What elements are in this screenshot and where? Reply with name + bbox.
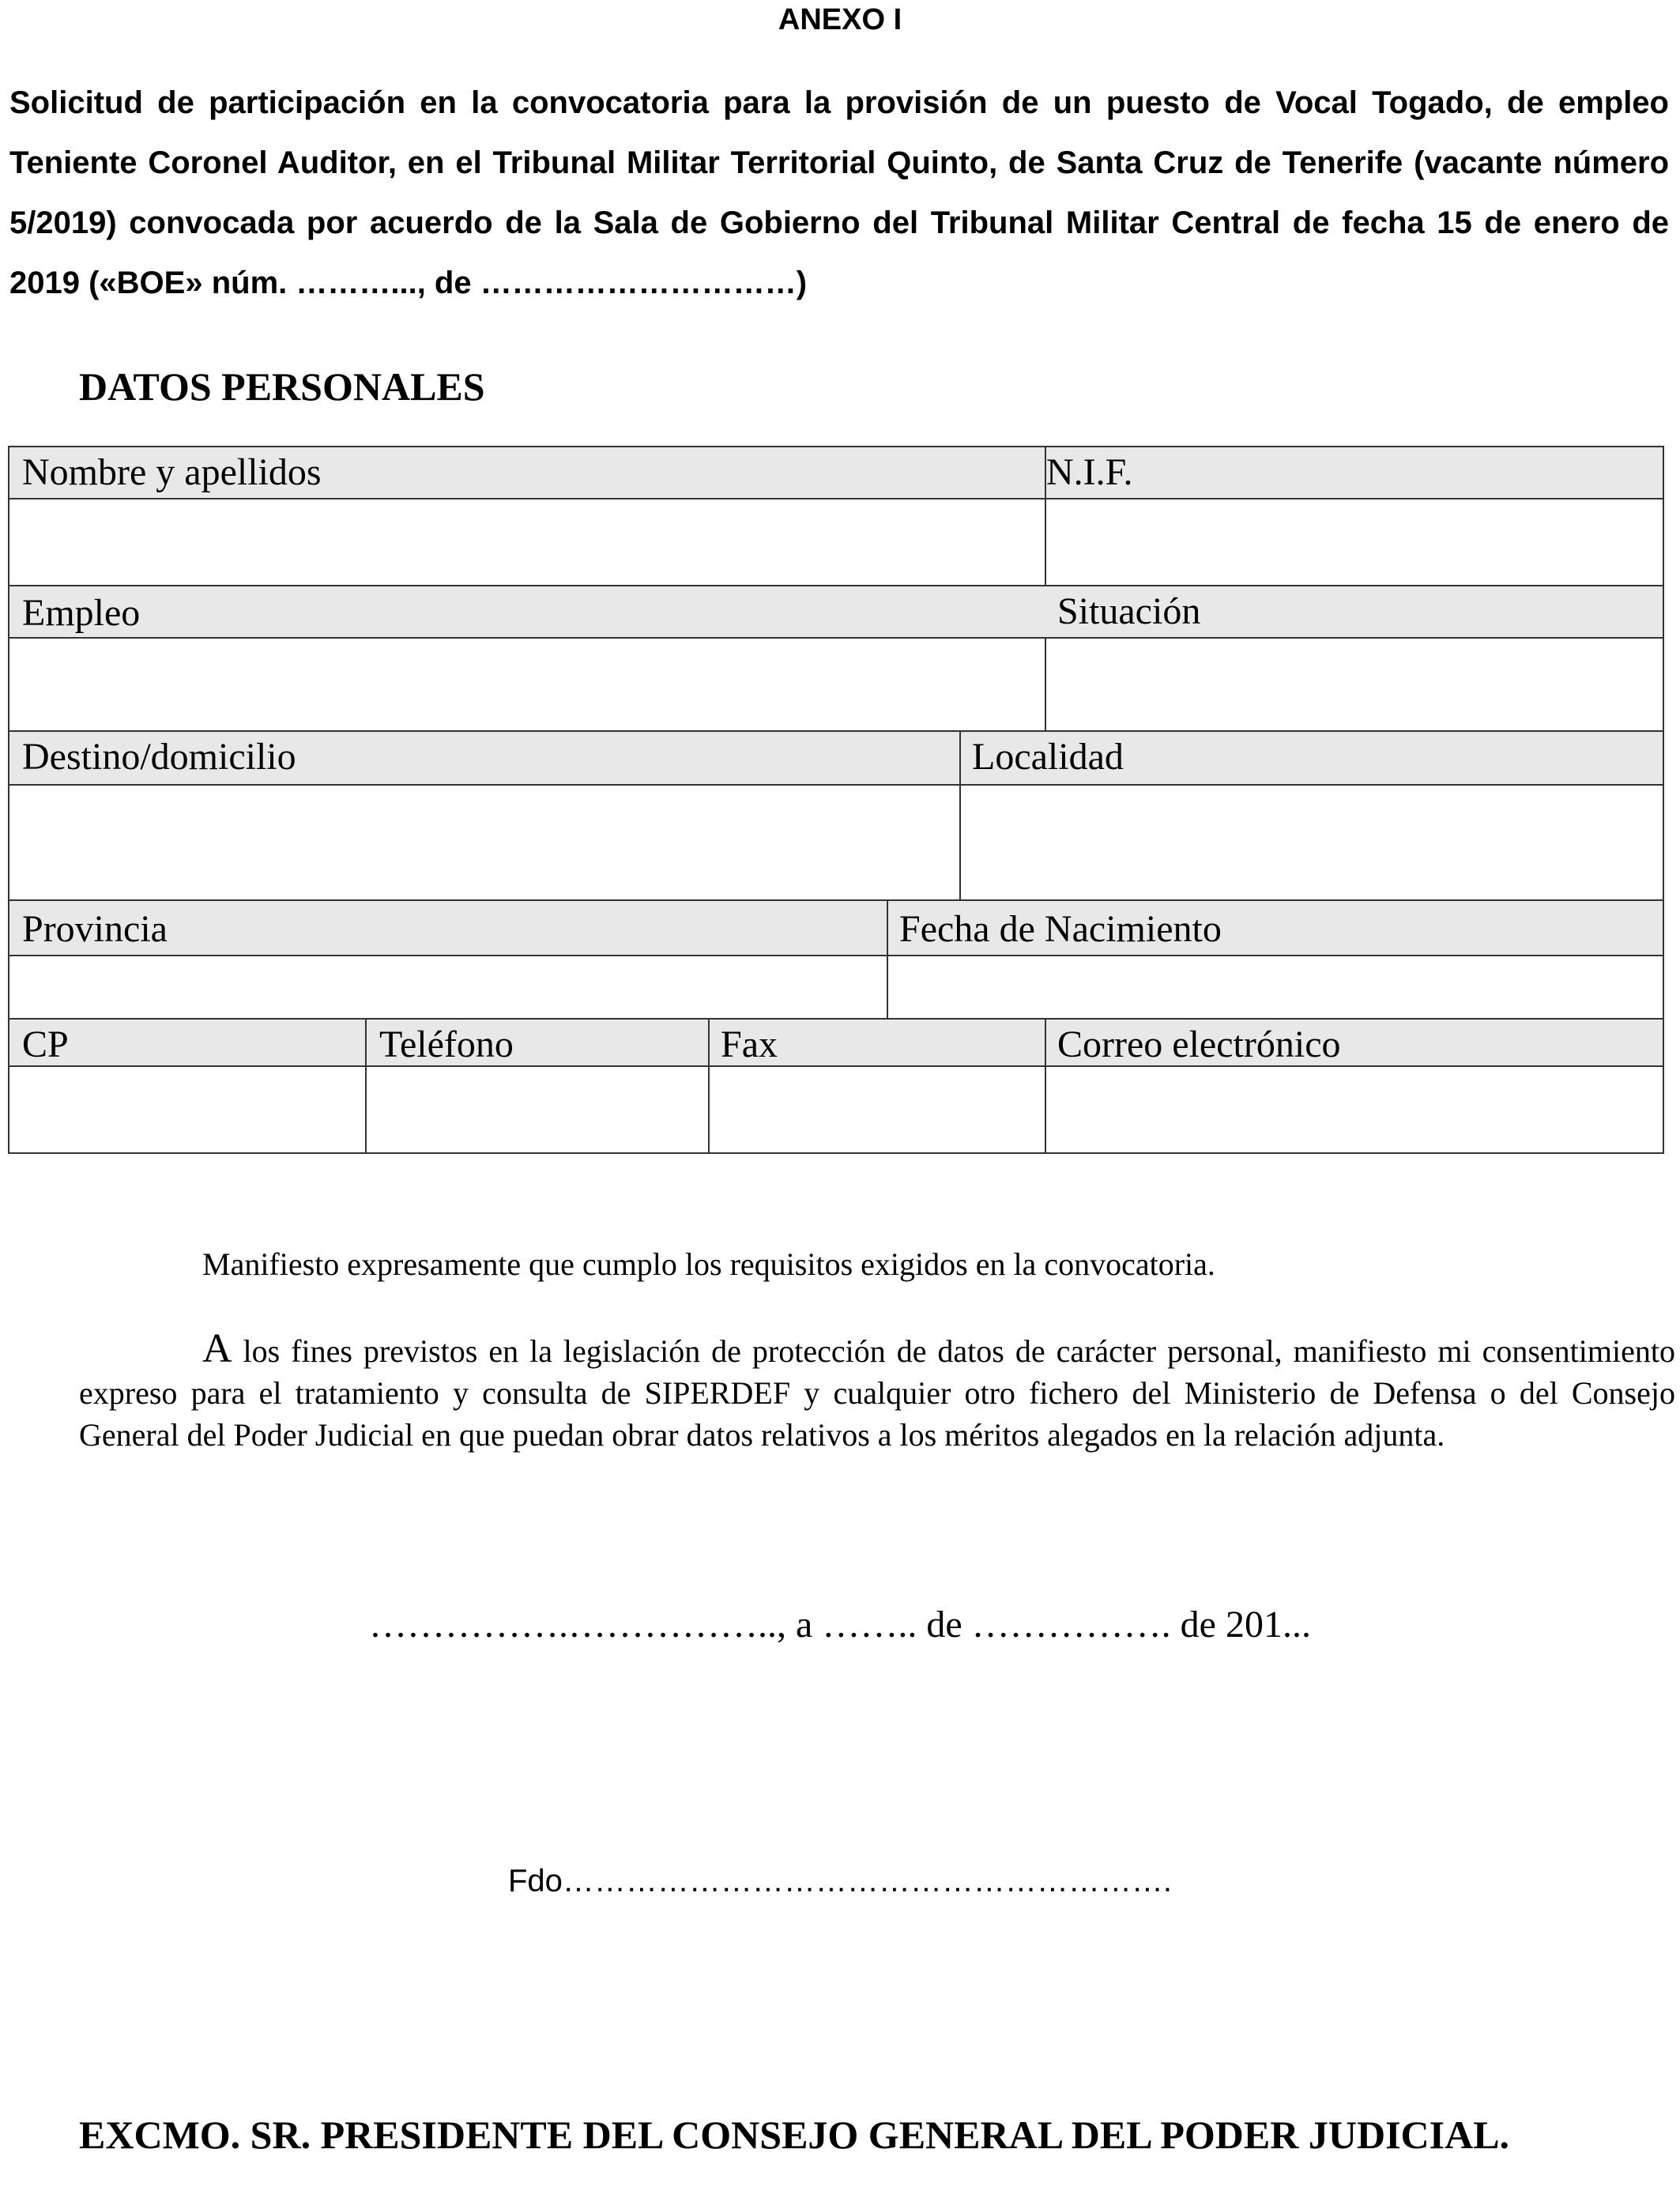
consent-initial: A — [202, 1326, 232, 1371]
personal-data-form — [8, 446, 1664, 1154]
input-fax[interactable] — [710, 1067, 1045, 1152]
label-situacion: Situación — [1057, 590, 1201, 632]
data-consent-paragraph — [79, 1328, 1675, 1456]
input-situacion[interactable] — [1046, 639, 1663, 730]
request-description: Solicitud de participación en la convocatoria para la provisión de un puesto de Vocal Togado, de empleo Teniente Coronel Auditor, en el Tribunal Militar Territorial Quinto, de Santa Cruz de Tenerife (vacante número 5/2019) convocada por acuerdo de la Sala de Gobierno del Tribunal Militar Central de fecha 15 de enero de 2019 («BOE» núm. ………..., de …………………………) — [9, 85, 1669, 300]
label-fecha-nacimiento: Fecha de Nacimiento — [899, 908, 1222, 950]
row-header-empleo-situacion — [9, 585, 1663, 639]
place-date-line: …………….…………….., a …….. de ……………. de 201... — [369, 1604, 1311, 1646]
requirements-statement: Manifiesto expresamente que cumplo los requisitos exigidos en la convocatoria. — [202, 1246, 1215, 1282]
input-provincia[interactable] — [9, 956, 887, 1018]
label-fax: Fax — [721, 1023, 778, 1065]
row-header-contacto — [9, 1018, 1663, 1067]
input-destino[interactable] — [9, 786, 959, 899]
signature-line: Fdo…………………………………………………. — [507, 1864, 1173, 1898]
input-cp[interactable] — [9, 1067, 365, 1152]
annex-title: ANEXO I — [778, 3, 902, 36]
label-nif: N.I.F. — [1046, 451, 1133, 493]
consent-text: los fines previstos en la legislación de protección de datos de carácter personal, manifiesto mi consentimiento expreso para el tratamiento y consulta de SIPERDEF y cualquier otro fichero del Ministerio de Defensa o del Consejo General del Poder Judicial en que puedan obrar datos relativos a los méritos alegados en la relación adjunta. — [79, 1333, 1675, 1453]
input-telefono[interactable] — [367, 1067, 708, 1152]
label-empleo: Empleo — [22, 592, 141, 634]
label-nombre: Nombre y apellidos — [22, 451, 322, 493]
input-nif[interactable] — [1046, 499, 1663, 585]
input-fecha-nacimiento[interactable] — [888, 956, 1663, 1018]
addressee: EXCMO. SR. PRESIDENTE DEL CONSEJO GENERAL DEL PODER JUDICIAL. — [79, 2113, 1510, 2157]
label-telefono: Teléfono — [379, 1023, 514, 1065]
section-title: DATOS PERSONALES — [79, 364, 485, 409]
input-empleo[interactable] — [9, 639, 1045, 730]
label-destino: Destino/domicilio — [22, 736, 296, 778]
label-provincia: Provincia — [22, 908, 168, 950]
label-cp: CP — [22, 1023, 69, 1065]
label-localidad: Localidad — [972, 736, 1124, 778]
input-correo[interactable] — [1046, 1067, 1663, 1152]
input-localidad[interactable] — [961, 786, 1663, 899]
row-header-provincia-fecha — [9, 899, 1663, 956]
label-correo: Correo electrónico — [1057, 1023, 1341, 1065]
input-nombre[interactable] — [9, 499, 1045, 585]
